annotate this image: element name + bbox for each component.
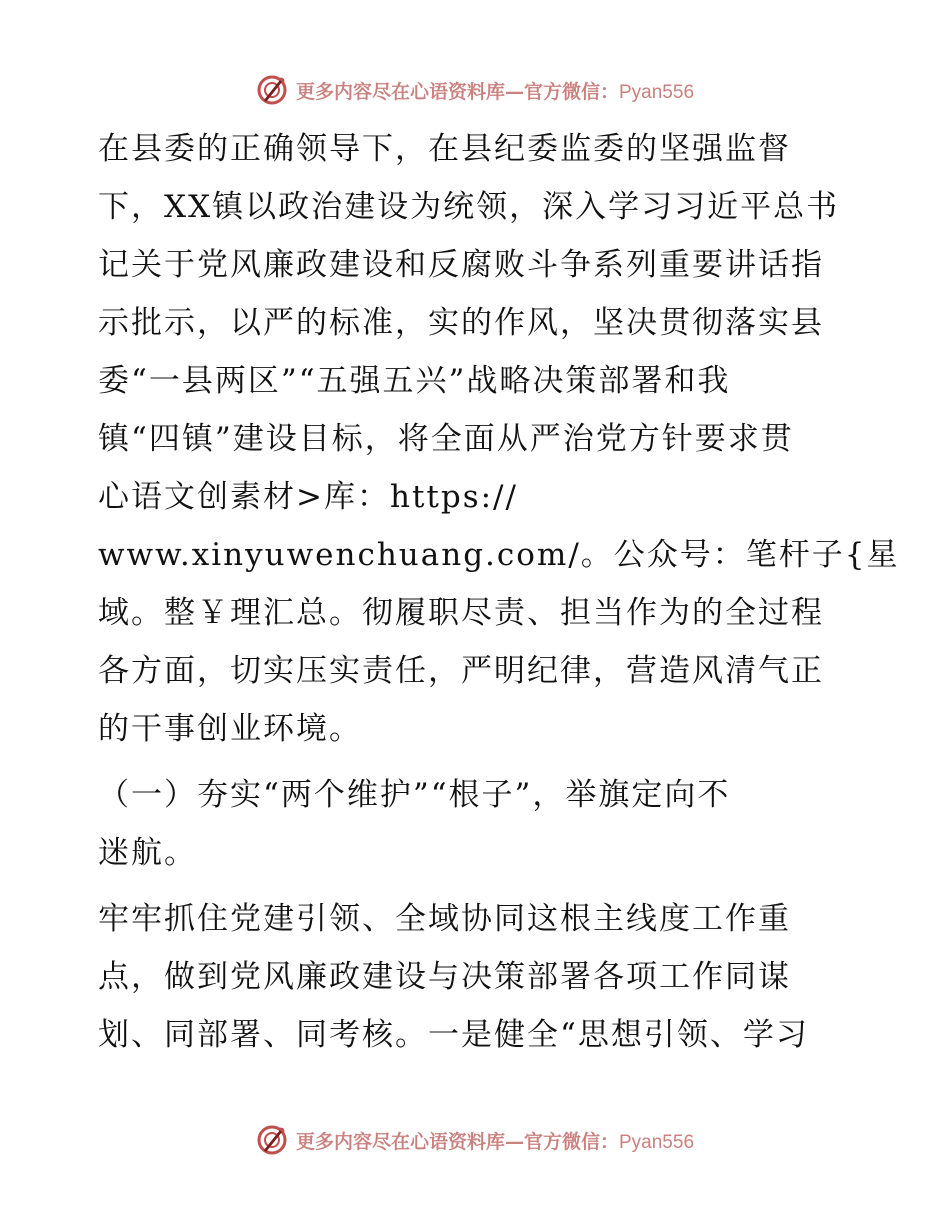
document-body bbox=[98, 120, 900, 1064]
footer-banner-text bbox=[296, 1127, 694, 1154]
header-banner bbox=[0, 70, 950, 110]
text-line: 迷航。 bbox=[98, 835, 197, 871]
paragraph-heading-one bbox=[98, 766, 858, 882]
text-line: 划、同部署、同考核。一是健全“思想引领、学习 bbox=[98, 1017, 809, 1053]
paragraph-intro bbox=[98, 120, 900, 758]
text-line: 在县委的正确领导下，在县纪委监委的坚强监督 bbox=[98, 131, 791, 167]
footer-banner-wechat-id: Pyan556 bbox=[619, 1131, 695, 1153]
paragraph-body bbox=[98, 890, 858, 1064]
footer-banner bbox=[0, 1120, 950, 1160]
text-line: （一）夯实“两个维护”“根子”，举旗定向不 bbox=[98, 777, 731, 813]
header-banner-wechat-id: Pyan556 bbox=[619, 81, 695, 103]
text-line: 域。整￥理汇总。彻履职尽责、担当作为的全过程 bbox=[98, 595, 824, 631]
header-banner-wechat-label: 官方微信： bbox=[523, 80, 619, 103]
text-line: 点，做到党风廉政建设与决策部署各项工作同谋 bbox=[98, 959, 791, 995]
text-line: 记关于党风廉政建设和反腐败斗争系列重要讲话指 bbox=[98, 247, 824, 283]
quill-seal-icon bbox=[256, 74, 288, 106]
text-line: 心语文创素材>库：https:// bbox=[98, 479, 518, 515]
text-line: 各方面，切实压实责任，严明纪律，营造风清气正 bbox=[98, 653, 824, 689]
header-banner-text bbox=[296, 77, 694, 104]
header-banner-separator: — bbox=[504, 80, 524, 103]
footer-banner-wechat-label: 官方微信： bbox=[523, 1130, 619, 1153]
text-line: 镇“四镇”建设目标，将全面从严治党方针要求贯 bbox=[98, 421, 794, 457]
header-banner-cn: 更多内容尽在心语资料库 bbox=[295, 80, 505, 103]
text-line: 示批示，以严的标准，实的作风，坚决贯彻落实县 bbox=[98, 305, 824, 341]
text-line: www.xinyuwenchuang.com/。公众号：笔杆子{星 bbox=[98, 537, 900, 573]
footer-banner-cn: 更多内容尽在心语资料库 bbox=[295, 1130, 505, 1153]
text-line: 委“一县两区”“五强五兴”战略决策部署和我 bbox=[98, 363, 731, 399]
text-line: 的干事创业环境。 bbox=[98, 711, 362, 747]
text-line: 牢牢抓住党建引领、全域协同这根主线度工作重 bbox=[98, 901, 791, 937]
text-line: 下，XX镇以政治建设为统领，深入学习习近平总书 bbox=[98, 189, 840, 225]
quill-seal-icon bbox=[256, 1124, 288, 1156]
footer-banner-separator: — bbox=[504, 1130, 524, 1153]
